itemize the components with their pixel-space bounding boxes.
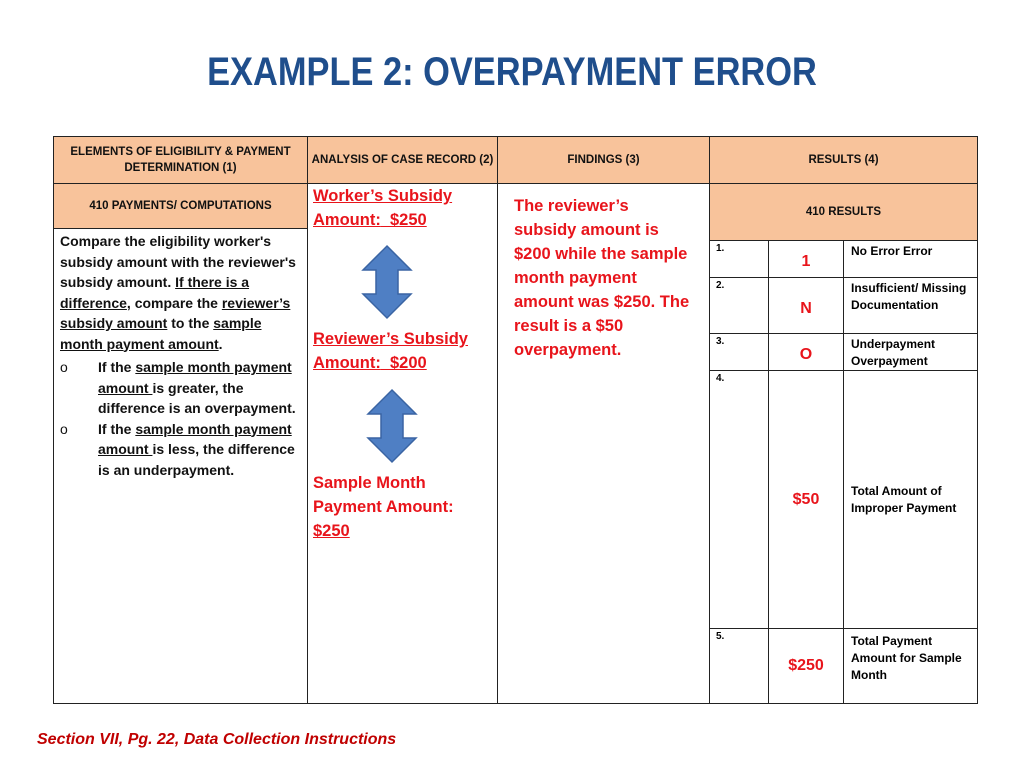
double-arrow-icon [366, 388, 418, 464]
text: sample month payment amount [98, 420, 292, 457]
result-value: $250 [768, 628, 844, 704]
result-value: O [768, 333, 844, 371]
result-number: 2. [709, 277, 769, 334]
elements-cell [53, 228, 308, 704]
text: If the [98, 359, 136, 375]
bullet-underpayment [60, 419, 301, 481]
header-analysis: ANALYSIS OF CASE RECORD (2) [307, 136, 498, 184]
reviewer-subsidy [313, 327, 493, 375]
result-number: 4. [709, 370, 769, 629]
result-number: 1. [709, 240, 769, 278]
text: Worker’s Subsidy Amount: [313, 187, 453, 229]
result-number: 5. [709, 628, 769, 704]
text: Compare the eligibility worker's subsidy amount with the reviewer's subsidy amount. [60, 233, 296, 290]
result-value: 1 [768, 240, 844, 278]
text: to the [167, 315, 214, 331]
bullet-overpayment [60, 357, 301, 419]
text: , compare the [126, 294, 222, 311]
analysis-cell [307, 183, 498, 704]
header-results: RESULTS (4) [709, 136, 978, 184]
header-findings: FINDINGS (3) [497, 136, 710, 184]
result-value: N [768, 277, 844, 334]
result-label: Underpayment Overpayment [843, 333, 978, 371]
text: Sample Month Payment Amount: [313, 474, 454, 516]
text: is less, the difference is an underpayment. [98, 441, 295, 478]
footer-citation: Section VII, Pg. 22, Data Collection Instructions [37, 731, 397, 748]
double-arrow-icon [361, 244, 413, 320]
text: If there is a difference [60, 274, 250, 311]
sample-month-payment [313, 471, 493, 543]
result-label: No Error Error [843, 240, 978, 278]
text: If the [98, 420, 136, 437]
text: sample month payment amount [98, 359, 292, 396]
text: $250 [390, 211, 427, 229]
result-number: 3. [709, 333, 769, 371]
text: is greater, the difference is an overpayment. [98, 379, 296, 416]
result-value: $50 [768, 370, 844, 629]
findings-cell [497, 183, 710, 704]
worker-subsidy [313, 184, 493, 232]
subheader-results: 410 RESULTS [709, 183, 978, 241]
text: $250 [313, 522, 350, 540]
text: reviewer’s subsidy amount [60, 294, 291, 331]
text: sample month payment amount [60, 315, 262, 352]
text: $200 [390, 354, 427, 372]
text: Reviewer’s Subsidy Amount: [313, 330, 468, 372]
result-label: Total Payment Amount for Sample Month [843, 628, 978, 704]
header-elements: ELEMENTS OF ELIGIBILITY & PAYMENT DETERMINATION (1) [53, 136, 308, 184]
result-label: Total Amount of Improper Payment [843, 370, 978, 629]
page-title: EXAMPLE 2: OVERPAYMENT ERROR [207, 50, 817, 94]
text: . [218, 335, 223, 352]
subheader-payments: 410 PAYMENTS/ COMPUTATIONS [53, 183, 308, 229]
findings-text: The reviewer’s subsidy amount is $200 while the sample month payment amount was $250. The result is a $50 overpayment. [514, 197, 690, 359]
result-label: Insufficient/ Missing Documentation [843, 277, 978, 334]
